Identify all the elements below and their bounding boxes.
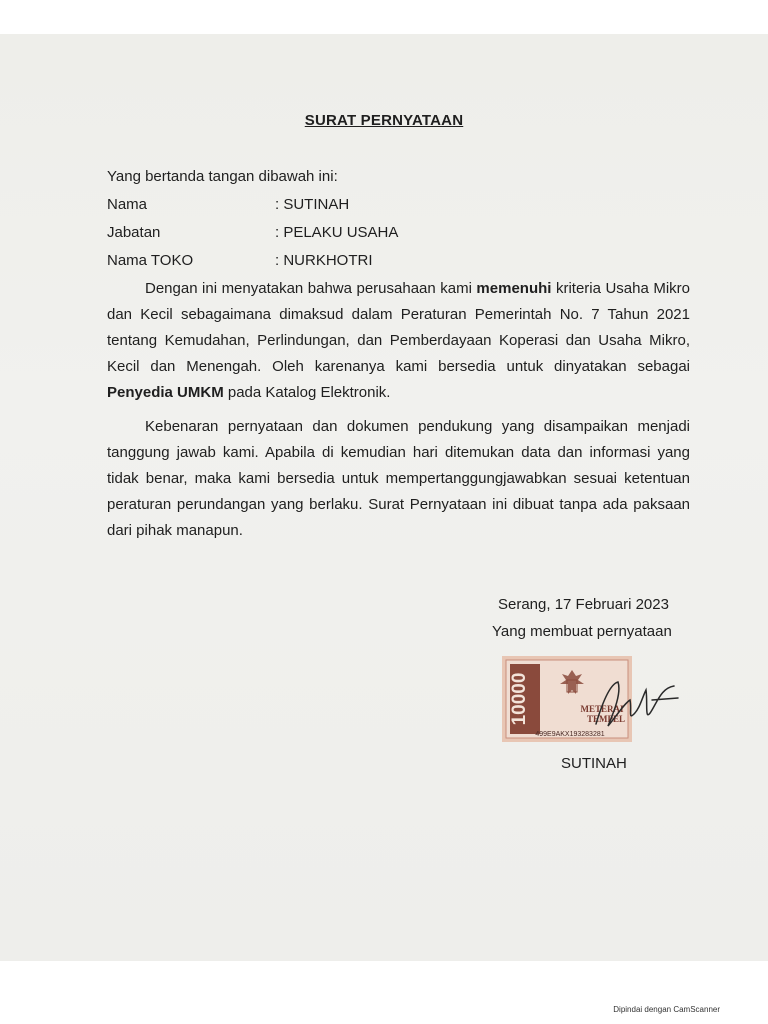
paragraph-criteria-text-2: kriteria Usaha Mikro dan Kecil sebagaimana dimaksud dalam Peraturan Pemerintah No. 7 Tahun 2021 tentang Kemudahan, Perlindungan, dan Pemberdayaan Koperasi dan Usaha Mikro, Kecil dan Menengah. Oleh karenanya kami bersedia untuk dinyatakan sebagai — [107, 280, 690, 375]
document-title: SURAT PERNYATAAN — [304, 112, 464, 129]
scanner-watermark: Dipindai dengan CamScanner — [613, 1005, 720, 1014]
intro-text: Yang bertanda tangan dibawah ini: — [107, 168, 338, 185]
stamp-serial: 499E9AKX193283281 — [535, 731, 605, 738]
signer-name: SUTINAH — [561, 755, 627, 772]
field-value-nama-toko: : NURKHOTRI — [275, 252, 373, 269]
paragraph-criteria-bold-2: Penyedia UMKM — [107, 384, 224, 401]
stamp-label-bottom: TEMPEL — [586, 714, 626, 724]
field-label-jabatan: Jabatan — [107, 224, 161, 241]
closing-text: Yang membuat pernyataan — [492, 623, 672, 640]
paragraph-criteria-bold-1: memenuhi — [476, 280, 552, 297]
field-label-nama: Nama — [107, 196, 148, 213]
paragraph-criteria — [107, 276, 690, 406]
stamp-value: 10000 — [509, 672, 530, 726]
field-value-jabatan: : PELAKU USAHA — [275, 224, 399, 241]
field-label-nama-toko: Nama TOKO — [107, 252, 194, 269]
paragraph-criteria-text-3: pada Katalog Elektronik. — [223, 384, 391, 401]
stamp-label-top: METERAI — [580, 704, 624, 714]
paragraph-criteria-text-1: Dengan ini menyatakan bahwa perusahaan kami — [145, 280, 477, 297]
paragraph-responsibility-text: Kebenaran pernyataan dan dokumen pendukung yang disampaikan menjadi tanggung jawab kami. Apabila di kemudian hari ditemukan data dan informasi yang tidak benar, maka kami bersedia untuk mempertanggungjawabkan sesuai ketentuan peraturan perundangan yang berlaku. Surat Pernyataan ini dibuat tanpa ada paksaan dari pihak manapun. — [107, 418, 690, 539]
signature-scribble — [582, 664, 682, 744]
field-value-nama: : SUTINAH — [275, 196, 350, 213]
place-date: Serang, 17 Februari 2023 — [498, 596, 669, 613]
paragraph-responsibility — [107, 414, 690, 544]
